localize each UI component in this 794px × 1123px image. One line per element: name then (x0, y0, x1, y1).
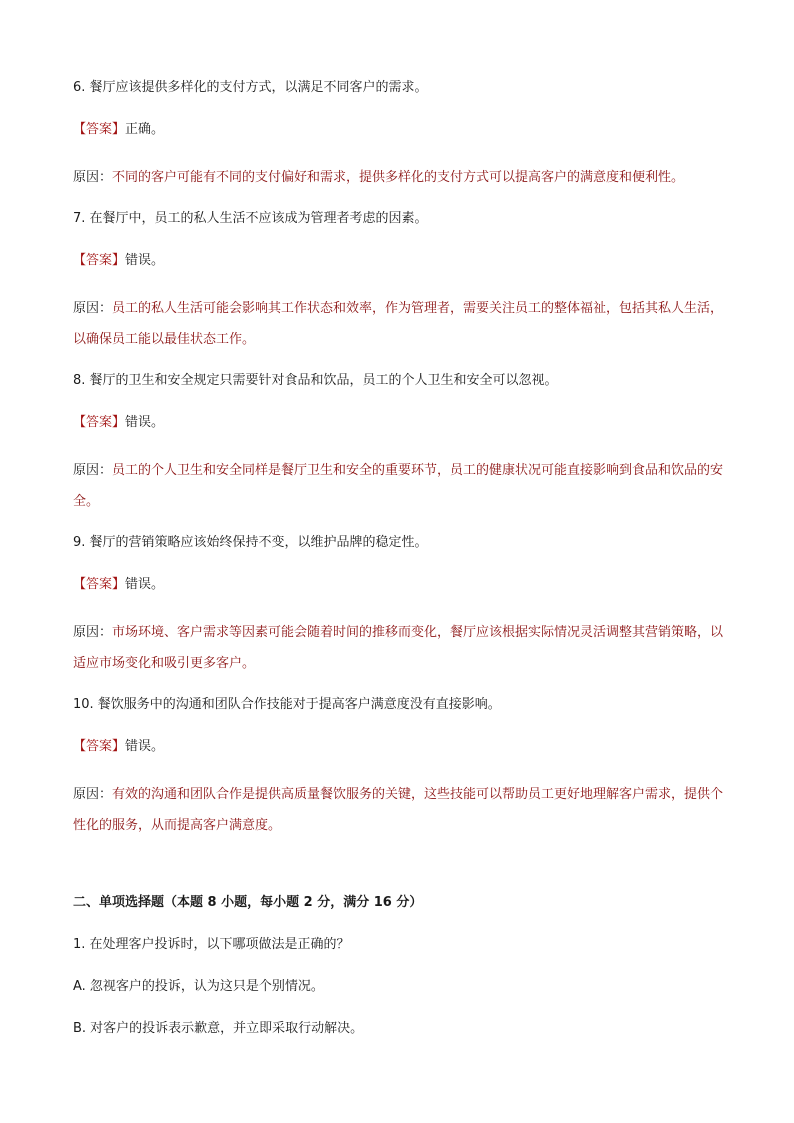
section-single-choice (73, 893, 733, 1039)
reason-body: 员工的私人生活可能会影响其工作状态和效率，作为管理者，需要关注员工的整体福祉，包括其私人生活，以确保员工能以最佳状态工作。 (73, 301, 724, 347)
answer-text: 错误。 (125, 253, 165, 268)
answer-bracket: 【答案】 (73, 739, 126, 754)
question-text: 10. 餐饮服务中的沟通和团队合作技能对于提高客户满意度没有直接影响。 (73, 697, 501, 712)
option-a: A. 忽视客户的投诉，认为这只是个别情况。 (73, 979, 324, 994)
reason-text (73, 779, 733, 841)
question-item-6 (73, 78, 733, 193)
reason-body: 员工的个人卫生和安全同样是餐厅卫生和安全的重要环节，员工的健康状况可能直接影响到食品和饮品的安全。 (73, 463, 724, 509)
answer-line (73, 413, 733, 433)
answer-text: 正确。 (125, 122, 165, 137)
reason-body: 不同的客户可能有不同的支付偏好和需求，提供多样化的支付方式可以提高客户的满意度和便利性。 (112, 170, 685, 185)
question-item-10 (73, 695, 733, 841)
question-item-9 (73, 533, 733, 679)
question-text: 7. 在餐厅中，员工的私人生活不应该成为管理者考虑的因素。 (73, 211, 428, 226)
answer-line (73, 120, 733, 140)
question-item-8 (73, 371, 733, 517)
document-page (73, 78, 733, 1039)
answer-bracket: 【答案】 (73, 577, 126, 592)
reason-text (73, 455, 733, 517)
reason-lead: 原因： (73, 301, 113, 316)
answer-text: 错误。 (125, 415, 165, 430)
answer-bracket: 【答案】 (73, 253, 126, 268)
question-item-7 (73, 209, 733, 355)
reason-text (73, 617, 733, 679)
answer-line (73, 737, 733, 757)
reason-text (73, 162, 733, 193)
reason-lead: 原因： (73, 625, 113, 640)
reason-lead: 原因： (73, 463, 113, 478)
answer-line (73, 251, 733, 271)
answer-line (73, 575, 733, 595)
answer-text: 错误。 (125, 577, 165, 592)
reason-text (73, 293, 733, 355)
question-text: 6. 餐厅应该提供多样化的支付方式，以满足不同客户的需求。 (73, 80, 428, 95)
question-text: 9. 餐厅的营销策略应该始终保持不变，以维护品牌的稳定性。 (73, 535, 428, 550)
answer-bracket: 【答案】 (73, 122, 126, 137)
reason-body: 市场环境、客户需求等因素可能会随着时间的推移而变化，餐厅应该根据实际情况灵活调整其营销策略，以适应市场变化和吸引更多客户。 (73, 625, 724, 671)
section-title: 二、单项选择题（本题 8 小题，每小题 2 分，满分 16 分） (73, 895, 423, 910)
question-text: 8. 餐厅的卫生和安全规定只需要针对食品和饮品，员工的个人卫生和安全可以忽视。 (73, 373, 558, 388)
reason-lead: 原因： (73, 787, 113, 802)
reason-body: 有效的沟通和团队合作是提供高质量餐饮服务的关键，这些技能可以帮助员工更好地理解客户需求，提供个性化的服务，从而提高客户满意度。 (73, 787, 724, 833)
option-b: B. 对客户的投诉表示歉意，并立即采取行动解决。 (73, 1021, 364, 1036)
question-text: 1. 在处理客户投诉时，以下哪项做法是正确的？ (73, 937, 350, 952)
reason-lead: 原因： (73, 170, 113, 185)
answer-bracket: 【答案】 (73, 415, 126, 430)
answer-text: 错误。 (125, 739, 165, 754)
